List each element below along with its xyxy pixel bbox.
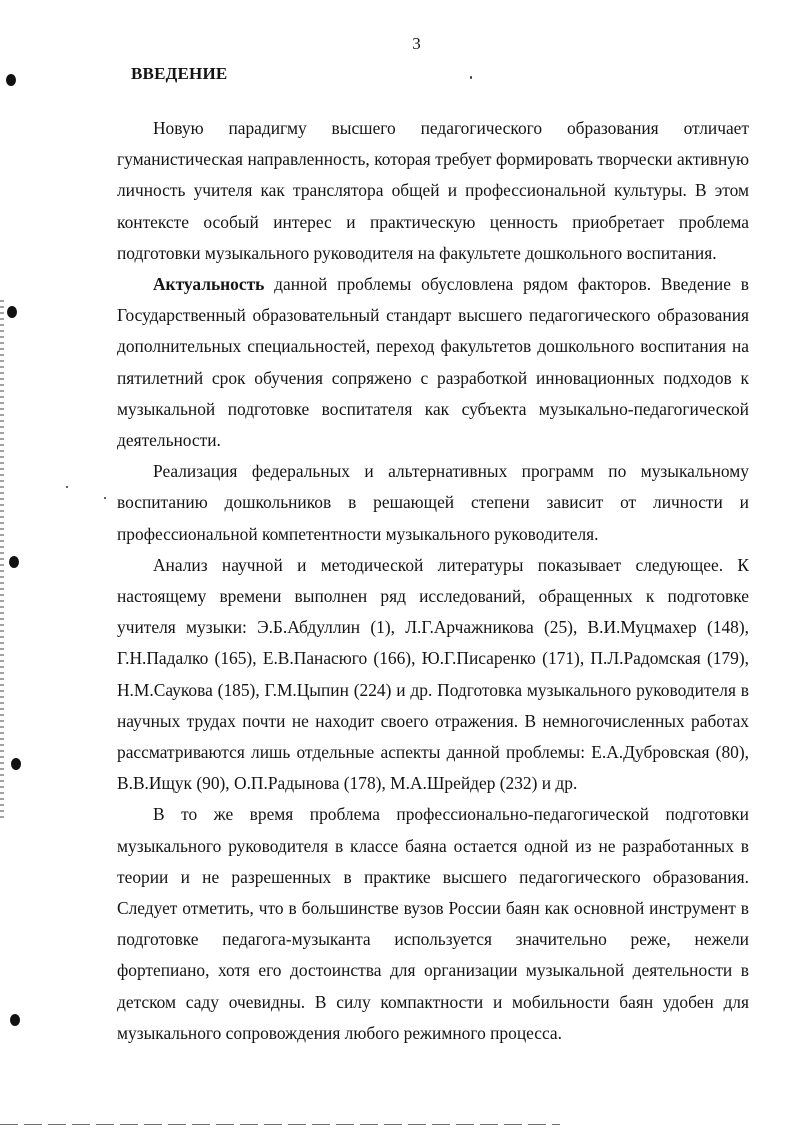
scan-speck: [104, 497, 106, 499]
scan-bottom-line: [0, 1124, 560, 1125]
paragraph-text: В то же время проблема профессионально-педагогической подготовки музыкального руководителя в классе баяна остается одной из не разработанных в теории и не разрешенных в практике высшего педагогического образования. Следует отметить, что в большинстве вузов России баян как основной инструмент в подготовке педагога-музыканта используется значительно реже, нежели фортепиано, хотя его достоинства для организации музыкальной деятельности в детском саду очевидны. В силу компактности и мобильности баян удобен для музыкального сопровождения любого режимного процесса.: [117, 804, 749, 1043]
paragraph: [117, 269, 749, 456]
punch-hole-mark: [11, 758, 21, 770]
section-heading: ВВЕДЕНИЕ: [131, 64, 228, 83]
scan-speck: [470, 76, 472, 79]
punch-hole-mark: [7, 306, 17, 318]
punch-hole-mark: [10, 1014, 20, 1026]
body-text: [117, 113, 749, 1049]
paragraph-text: данной проблемы обусловлена рядом факторов. Введение в Государственный образовательный стандарт высшего педагогического образования дополнительных специальностей, переход факультетов дошкольного воспитания на пятилетний срок обучения сопряжено с разработкой инновационных подходов к музыкальной подготовке воспитателя как субъекта музыкально-педагогической деятельности.: [117, 274, 749, 451]
punch-hole-mark: [6, 74, 16, 86]
paragraph: [117, 799, 749, 1049]
scan-edge-artifact: [0, 300, 4, 820]
paragraph: [117, 550, 749, 800]
paragraph-text: Анализ научной и методической литературы показывает следующее. К настоящему времени выполнен ряд исследований, обращенных к подготовке учителя музыки: Э.Б.Абдуллин (1), Л.Г.Арчажникова (25), В.И.Муцмахер (148), Г.Н.Падалко (165), Е.В.Панасюго (166), Ю.Г.Писаренко (171), П.Л.Радомская (179), Н.М.Саукова (185), Г.М.Цыпин (224) и др. Подготовка музыкального руководителя в научных трудах почти не находит своего отражения. В немногочисленных работах рассматриваются лишь отдельные аспекты данной проблемы: Е.А.Дубровская (80), В.В.Ищук (90), О.П.Радынова (178), М.А.Шрейдер (232) и др.: [117, 554, 749, 794]
paragraph-text: Новую парадигму высшего педагогического образования отличает гуманистическая направленность, которая требует формировать творчески активную личность учителя как транслятора общей и профессиональной культуры. В этом контексте особый интерес и практическую ценность приобретает проблема подготовки музыкального руководителя на факультете дошкольного воспитания.: [117, 118, 749, 263]
punch-hole-mark: [9, 556, 19, 568]
paragraph: [117, 456, 749, 550]
paragraph-text: Реализация федеральных и альтернативных программ по музыкальному воспитанию дошкольников в решающей степени зависит от личности и профессиональной компетентности музыкального руководителя.: [117, 461, 749, 544]
page-number: 3: [412, 34, 421, 53]
paragraph-bold-lead: Актуальность: [153, 274, 265, 295]
paragraph: [117, 113, 749, 269]
scan-speck: [66, 486, 68, 488]
